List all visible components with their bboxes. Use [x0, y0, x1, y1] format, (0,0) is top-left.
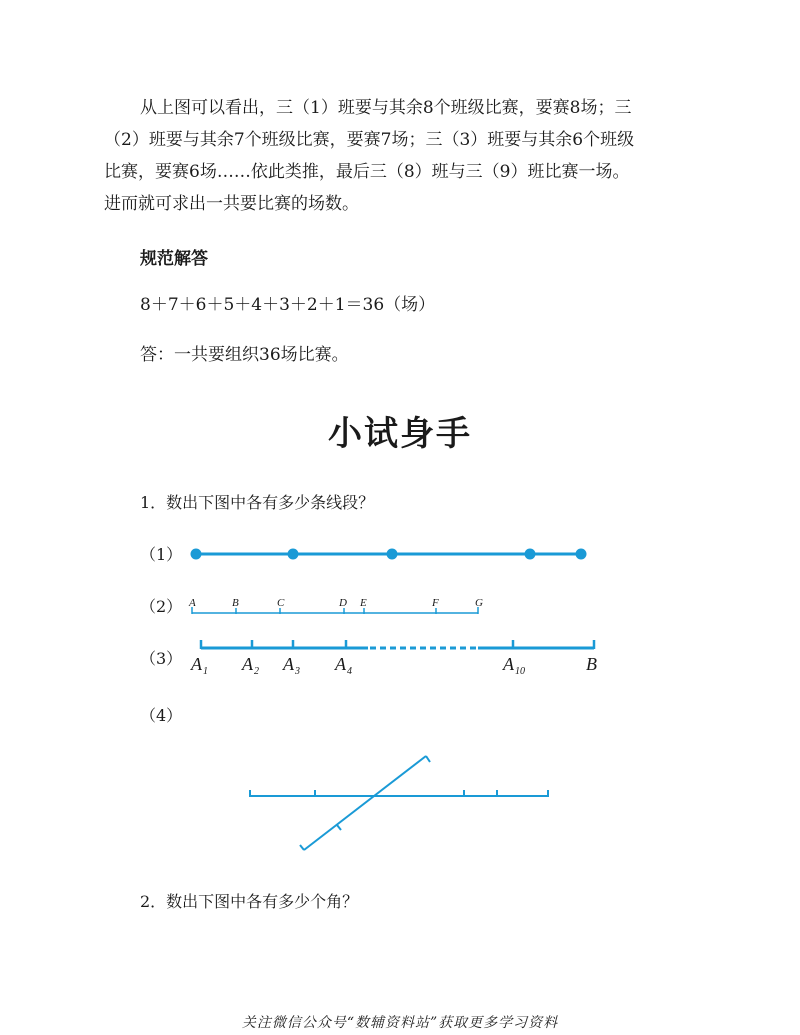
fig2-label-E: E	[360, 597, 367, 609]
fig2-label-C: C	[277, 597, 285, 609]
figure-1-point	[191, 549, 202, 560]
figure-1-point	[288, 549, 299, 560]
fig2-label-A: A	[189, 597, 196, 609]
fig3-sub-10: 10	[515, 666, 525, 677]
fig3-label-A3: A	[283, 654, 294, 674]
figure-1-point	[387, 549, 398, 560]
fig2-label-F: F	[432, 597, 439, 609]
question-1-text: 1．数出下图中各有多少条线段？	[140, 493, 375, 512]
fig3-sub-4: 4	[347, 666, 352, 677]
fig3-label-A2: A	[242, 654, 253, 674]
section-title: 小试身手	[328, 414, 472, 454]
figure-3-label: （3）	[140, 649, 183, 668]
question-2-text: 2．数出下图中各有多少个角？	[140, 892, 359, 911]
figure-1-label: （1）	[140, 545, 183, 564]
fig3-sub-2: 2	[254, 666, 259, 677]
solution-answer: 答：一共要组织36场比赛。	[140, 345, 349, 365]
fig3-sub-3: 3	[295, 666, 300, 677]
figure-4-label: （4）	[140, 706, 183, 725]
figure-2-label: （2）	[140, 597, 183, 616]
figure-2-segment	[188, 597, 483, 614]
footer-note: 关注微信公众号“数辅资料站”获取更多学习资料	[241, 1015, 559, 1031]
fig2-label-G: G	[475, 597, 483, 609]
figure-3-segment	[190, 640, 597, 677]
fig3-label-A10: A	[503, 654, 514, 674]
figure-4-crossing-segments	[250, 756, 548, 850]
solution-heading: 规范解答	[140, 249, 208, 269]
figure-1-point	[525, 549, 536, 560]
fig3-label-A1: A	[191, 654, 202, 674]
fig2-label-B: B	[232, 597, 239, 609]
analysis-line-2: （2）班要与其余7个班级比赛，要赛7场；三（3）班要与其余6个班级	[104, 130, 635, 150]
analysis-line-4: 进而就可求出一共要比赛的场数。	[104, 194, 359, 214]
analysis-line-1: 从上图可以看出，三（1）班要与其余8个班级比赛，要赛8场；三	[140, 98, 632, 118]
figure-1-segment	[191, 549, 587, 560]
fig3-sub-1: 1	[203, 666, 208, 677]
solution-equation: 8＋7＋6＋5＋4＋3＋2＋1＝36（场）	[140, 295, 436, 315]
analysis-line-3: 比赛，要赛6场……依此类推，最后三（8）班与三（9）班比赛一场。	[104, 162, 630, 182]
fig2-label-D: D	[339, 597, 347, 609]
fig3-label-A4: A	[335, 654, 346, 674]
figure-1-point	[576, 549, 587, 560]
fig3-label-B: B	[586, 654, 597, 674]
